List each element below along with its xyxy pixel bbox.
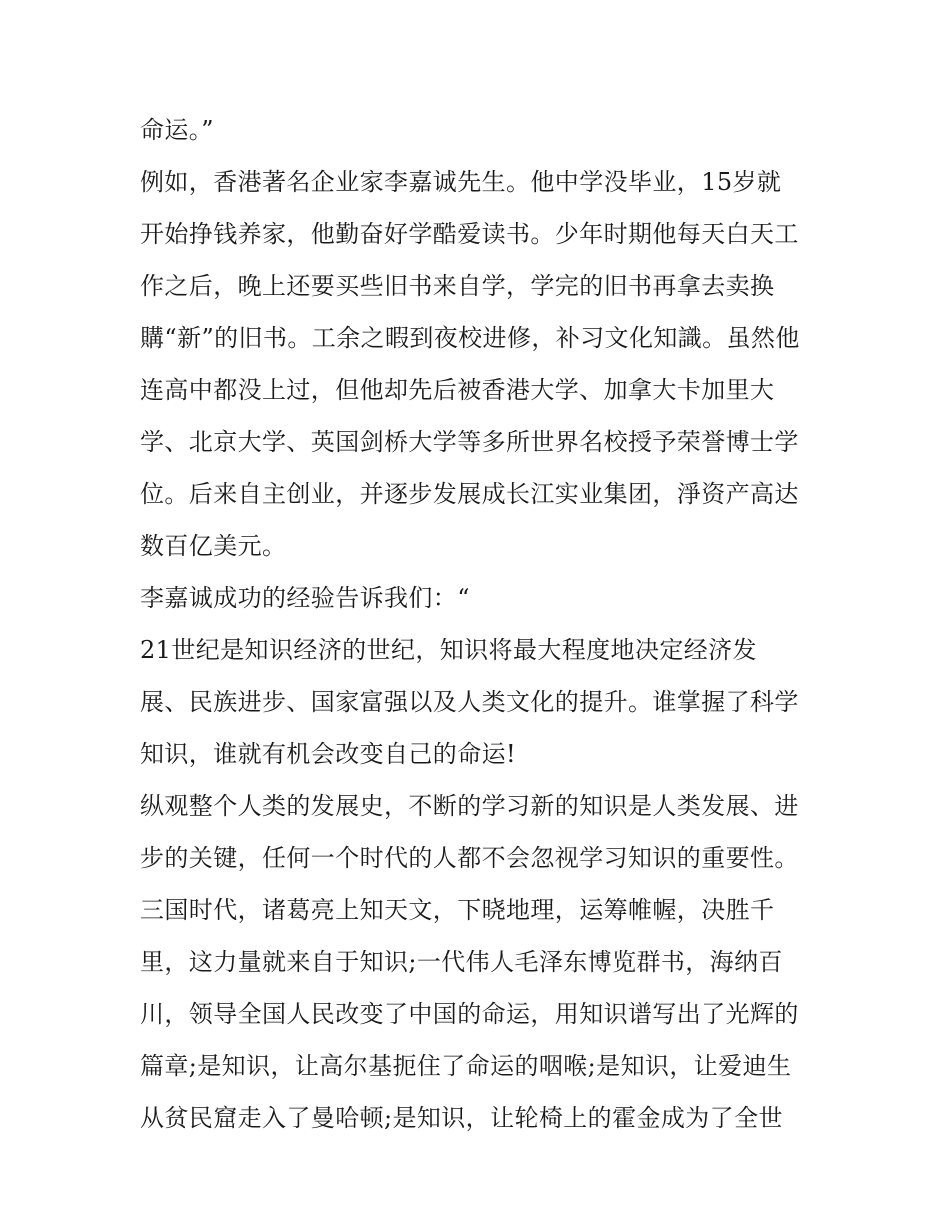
text-line: 例如，香港著名企业家李嘉诚先生。他中学没毕业，15岁就 — [140, 168, 782, 196]
text-line: 纵观整个人类的发展史，不断的学习新的知识是人类发展、进 — [140, 792, 799, 820]
text-line: 命运。” — [140, 116, 214, 144]
text-line: 步的关键，任何一个时代的人都不会忽视学习知识的重要性。 — [140, 844, 799, 872]
text-line: 位。后来自主创业，并逐步发展成长江实业集团，淨资产高达 — [140, 480, 799, 508]
text-line: 川，领导全国人民改变了中国的命运，用知识谱写出了光辉的 — [140, 1000, 799, 1028]
text-line: 作之后，晚上还要买些旧书来自学，学完的旧书再拿去卖换 — [140, 272, 775, 300]
text-line: 三国时代，诸葛亮上知天文，下晓地理，运筹帷幄，决胜千 — [140, 896, 775, 924]
text-line: 21世纪是知识经济的世纪，知识将最大程度地决定经济发 — [140, 636, 757, 664]
text-line: 数百亿美元。 — [140, 532, 287, 560]
text-line: 篇章;是知识，让高尔基扼住了命运的咽喉;是知识，让爱迪生 — [140, 1052, 792, 1080]
text-line: 开始挣钱养家，他勤奋好学酷爱读书。少年时期他每天白天工 — [140, 220, 799, 248]
text-line: 连高中都没上过，但他却先后被香港大学、加拿大卡加里大 — [140, 376, 775, 404]
text-line: 購“新”的旧书。工余之暇到夜校进修，补习文化知識。虽然他 — [140, 324, 800, 352]
text-line: 知识，谁就有机会改变自己的命运! — [140, 740, 517, 768]
text-line: 展、民族进步、国家富强以及人类文化的提升。谁掌握了科学 — [140, 688, 799, 716]
text-line: 从贫民窟走入了曼哈顿;是知识，让轮椅上的霍金成为了全世 — [140, 1104, 783, 1132]
text-line: 学、北京大学、英国剑桥大学等多所世界名校授予荣誉博士学 — [140, 428, 799, 456]
body-text — [140, 104, 840, 1144]
text-line: 李嘉诚成功的经验告诉我们：“ — [140, 584, 470, 612]
text-line: 里，这力量就来自于知识;一代伟人毛泽东博览群书，海纳百 — [140, 948, 783, 976]
